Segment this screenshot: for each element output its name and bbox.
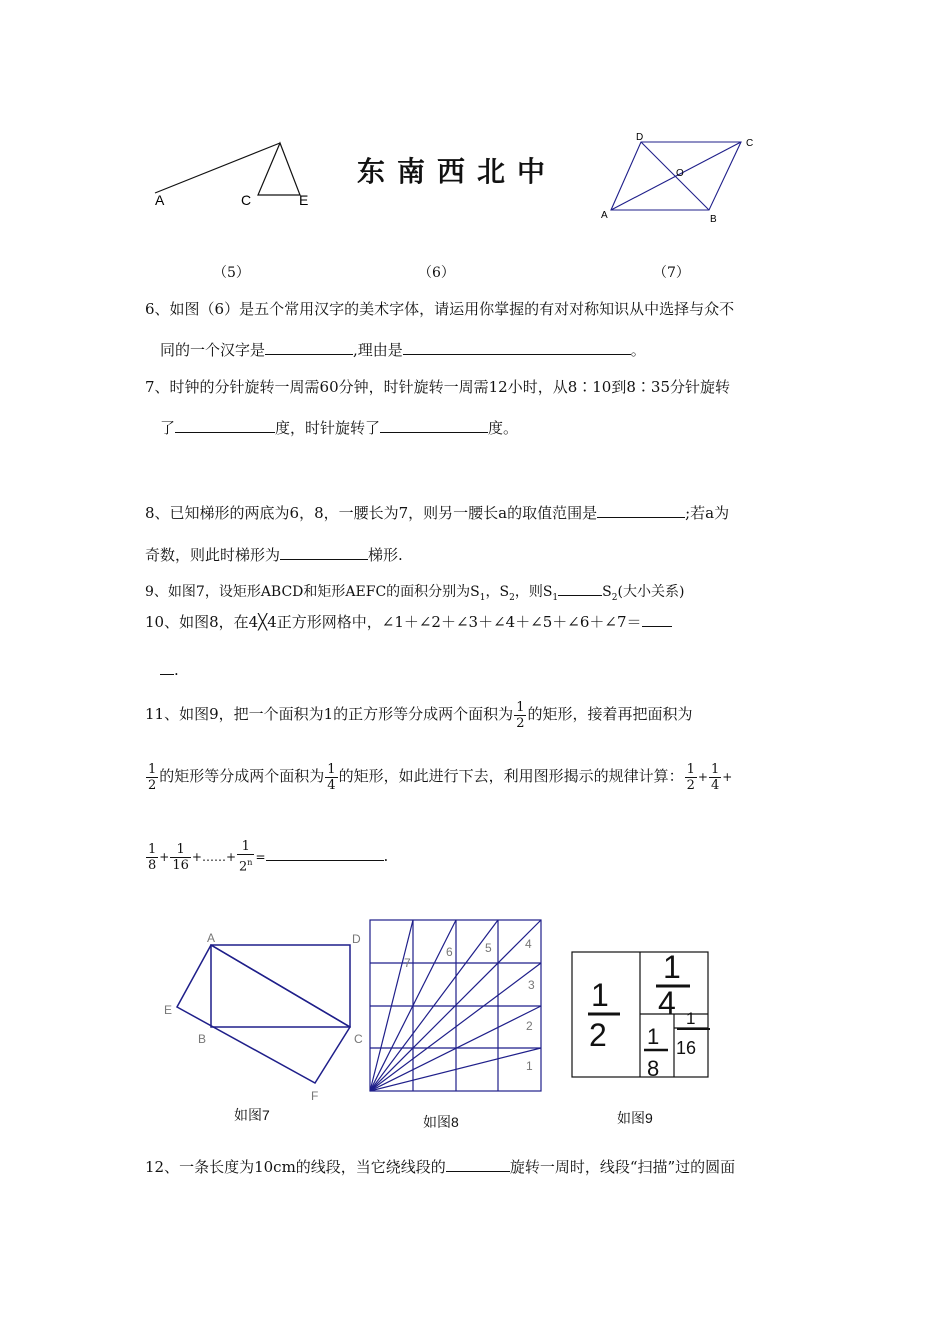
q8-text-b: ;若a为	[685, 504, 730, 522]
fig7-label-c: C	[746, 138, 754, 149]
fig7b-label-f: F	[311, 1089, 319, 1103]
q11-sum-sixteenth	[170, 842, 191, 873]
fig6-caption: （6）	[418, 265, 455, 281]
denominator	[237, 855, 254, 874]
numerator: 1	[686, 761, 695, 777]
q11-text-b: 的矩形，接着再把面积为	[527, 705, 693, 723]
q8-text-a: 8、已知梯形的两底为6，8，一腰长为7，则另一腰长a的取值范围是	[145, 504, 598, 522]
q11-sum-eighth	[146, 842, 158, 873]
q12-line	[145, 1157, 735, 1177]
q7-blank-hour-hand[interactable]	[380, 418, 488, 433]
angle-label-1: 1	[526, 1059, 533, 1073]
figure-5-triangle	[150, 135, 325, 215]
numerator: 1	[710, 761, 720, 777]
q6-line2	[160, 340, 646, 360]
q8-text-c: 奇数，则此时梯形为	[145, 546, 281, 564]
fig9-quarter-num: 1	[663, 949, 681, 985]
fig8-bottom-caption: 如图8	[423, 1114, 459, 1130]
numerator: 1	[148, 761, 157, 777]
q11-text-d: 的矩形，如此进行下去，利用图形揭示的规律计算：	[338, 767, 684, 785]
q8-line2	[145, 545, 403, 565]
figure-9-square-halving	[568, 948, 716, 1084]
q11-frac-half-1	[514, 700, 526, 731]
figure-8-grid-angles	[365, 915, 547, 1097]
denominator: 8	[148, 857, 157, 873]
q8-blank-trapezoid-type[interactable]	[280, 545, 368, 560]
fig7-label-b: B	[710, 214, 717, 225]
plus-sign: +	[159, 850, 170, 864]
q7-text-c: 度。	[488, 419, 519, 437]
q8-blank-range[interactable]	[597, 503, 685, 518]
numerator: 1	[516, 699, 525, 715]
q9-sub-2: 2	[509, 592, 515, 603]
q11-line2	[145, 756, 732, 797]
q12-text-b: 旋转一周时，线段“扫描”过的圆面	[509, 1158, 736, 1176]
fig7-bottom-caption: 如图7	[234, 1107, 270, 1123]
q9-text-e: (大小关系)	[617, 584, 685, 600]
fig9-sixteenth-num: 1	[686, 1009, 696, 1028]
q9-line	[145, 581, 684, 608]
denominator: 2	[686, 777, 695, 793]
q11-text-a: 11、如图9，把一个面积为1的正方形等分成两个面积为	[145, 705, 514, 723]
q10-blank-part1[interactable]	[642, 612, 672, 627]
q6-blank-character[interactable]	[265, 340, 353, 355]
angle-label-7: 7	[404, 956, 411, 970]
q11-sum-half	[685, 762, 697, 793]
fig7b-label-d: D	[352, 932, 361, 946]
q9-sub-4: 2	[611, 592, 618, 603]
q11-sum-one-over-2n	[237, 839, 254, 874]
q9-text-b: ，S	[485, 584, 510, 600]
denominator: 2	[516, 715, 525, 731]
numerator: 1	[170, 842, 191, 858]
q8-line1	[145, 503, 729, 523]
q6-line1: 6、如图（6）是五个常用汉字的美术字体，请运用你掌握的有对对称知识从中选择与众不	[145, 300, 735, 318]
q10-line2	[160, 660, 179, 680]
plus-sign: +	[697, 770, 708, 784]
fig5-label-a: A	[155, 192, 165, 208]
q10-text: 10、如图8，在4╳4正方形网格中，∠1＋∠2＋∠3＋∠4＋∠5＋∠6＋∠7＝	[145, 613, 642, 631]
q10-blank-part2[interactable]	[160, 660, 174, 675]
q11-line3	[145, 836, 388, 877]
q7-line1: 7、时钟的分针旋转一周需60分钟，时针旋转一周需12小时，从8∶10到8∶35分针旋转	[145, 378, 730, 396]
exponent: n	[247, 858, 253, 868]
fig7b-label-e: E	[164, 1003, 173, 1017]
numerator: 1	[327, 761, 336, 777]
q11-frac-quarter	[325, 762, 337, 793]
fig7b-label-a: A	[207, 931, 216, 945]
q6-text-a: 同的一个汉字是	[160, 341, 266, 359]
base: 2	[239, 859, 248, 875]
q11-line1	[145, 694, 692, 734]
fig9-quarter-den: 4	[658, 985, 676, 1021]
q9-sub-1: 1	[479, 592, 486, 603]
fig9-eighth-den: 8	[647, 1056, 660, 1081]
numerator: 1	[148, 841, 157, 857]
q6-blank-reason[interactable]	[403, 340, 631, 355]
q11-text-c: 的矩形等分成两个面积为	[159, 767, 325, 785]
q9-blank-comparison[interactable]	[558, 581, 602, 596]
fig5-label-c: C	[241, 192, 252, 208]
q7-line2	[160, 418, 518, 438]
fig9-half-num: 1	[591, 977, 609, 1013]
angle-label-3: 3	[528, 978, 535, 992]
equals-sign: =	[255, 850, 266, 864]
q7-text-a: 了	[160, 419, 176, 437]
q12-text-a: 12、一条长度为10cm的线段，当它绕线段的	[145, 1158, 446, 1176]
q7-blank-minute-hand[interactable]	[175, 418, 275, 433]
figure-6-chinese-characters: 东南西北中	[357, 155, 558, 188]
q11-sum-quarter	[709, 762, 721, 793]
q6-text-c: 。	[630, 341, 646, 359]
denominator: 4	[327, 777, 336, 793]
q11-ellipsis: +……+	[191, 850, 236, 864]
fig9-bottom-caption: 如图9	[617, 1110, 653, 1126]
denominator: 2	[148, 777, 157, 793]
fig9-half-den: 2	[589, 1017, 607, 1053]
fig5-caption: （5）	[213, 265, 250, 281]
q10-line1	[145, 612, 672, 632]
fig9-sixteenth-den: 16	[676, 1038, 697, 1058]
fig7-label-a: A	[601, 210, 608, 221]
plus-sign: +	[722, 770, 733, 784]
fig7b-label-b: B	[198, 1032, 207, 1046]
q6-text-b: ,理由是	[353, 341, 403, 359]
q11-end: .	[383, 847, 389, 865]
fig5-label-e: E	[299, 192, 309, 208]
q12-blank-point[interactable]	[446, 1157, 510, 1172]
figure-7-rectangles	[160, 928, 370, 1108]
angle-label-5: 5	[485, 941, 492, 955]
q9-sub-3: 1	[552, 592, 559, 603]
fig9-eighth-num: 1	[647, 1024, 660, 1049]
angle-label-4: 4	[525, 937, 532, 951]
angle-label-2: 2	[526, 1019, 533, 1033]
fig7-label-d: D	[636, 132, 644, 143]
fig7b-label-c: C	[354, 1032, 363, 1046]
angle-label-6: 6	[446, 945, 453, 959]
q10-end: .	[174, 661, 179, 679]
denominator: 4	[710, 777, 720, 793]
denominator: 16	[172, 857, 189, 873]
q11-blank-answer[interactable]	[266, 846, 384, 861]
fig7-caption: （7）	[653, 265, 690, 281]
figure-7-parallelogram	[596, 132, 761, 227]
q8-text-d: 梯形.	[368, 546, 403, 564]
fig7-label-o: O	[676, 168, 684, 179]
numerator: 1	[237, 839, 254, 855]
q9-text-c: ，则S	[514, 584, 553, 600]
q11-frac-half-2	[146, 762, 158, 793]
q9-text-a: 9、如图7，设矩形ABCD和矩形AEFC的面积分别为S	[145, 584, 480, 600]
q9-text-d: S	[602, 584, 612, 600]
q7-text-b: 度，时针旋转了	[275, 419, 381, 437]
